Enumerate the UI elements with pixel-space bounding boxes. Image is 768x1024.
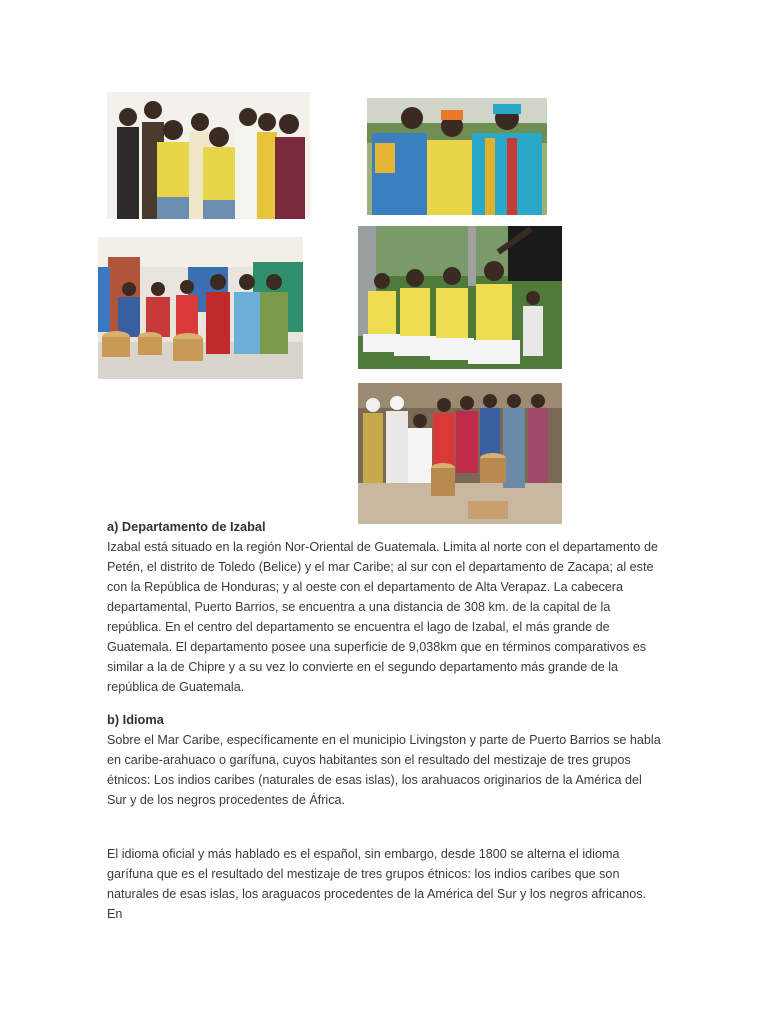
section-idioma bbox=[107, 710, 663, 810]
section-heading-izabal: a) Departamento de Izabal bbox=[107, 519, 266, 534]
photo-dancers-yellow bbox=[358, 226, 562, 369]
paragraph-idioma: Sobre el Mar Caribe, específicamente en el municipio Livingston y parte de Puerto Barrios se habla en caribe-arahuaco o garífuna, cuyos habitantes son el resultado del mestizaje de tres grupos étnicos: Los indios caribes (naturales de esas islas), los arahuacos originarios de la América del Sur y de los negros procedentes de África. bbox=[107, 733, 661, 807]
section-idioma-continued bbox=[107, 844, 663, 924]
photo-three-people-festival bbox=[367, 98, 547, 215]
section-izabal bbox=[107, 517, 663, 697]
photo-drummers-indoor bbox=[98, 237, 303, 379]
paragraph-idioma-oficial: El idioma oficial y más hablado es el español, sin embargo, desde 1800 se alterna el idioma garífuna que es el resultado del mestizaje de tres grupos étnicos: los indios caribes que son naturales de esas islas, los araguacos procedentes de la América del Sur y los negros africanos. En bbox=[107, 847, 647, 921]
photo-drummers-outdoor-crowd bbox=[358, 383, 562, 524]
section-heading-idioma: b) Idioma bbox=[107, 712, 164, 727]
paragraph-izabal: Izabal está situado en la región Nor-Oriental de Guatemala. Limita al norte con el departamento de Petén, el distrito de Toledo (Belice) y el mar Caribe; al sur con el departamento de Zacapa; al este con la República de Honduras; y al oeste con el departamento de Alta Verapaz. La cabecera departamental, Puerto Barrios, se encuentra a una distancia de 308 km. de la capital de la república. En el centro del departamento se encuentra el lago de Izabal, el más grande de Guatemala. El departamento posee una superficie de 9,038km que en términos comparativos es similar a la de Chipre y a su vez lo convierte en el segundo departamento más grande de la república de Guatemala. bbox=[107, 540, 658, 694]
photo-group-yellow-dresses bbox=[107, 92, 310, 219]
